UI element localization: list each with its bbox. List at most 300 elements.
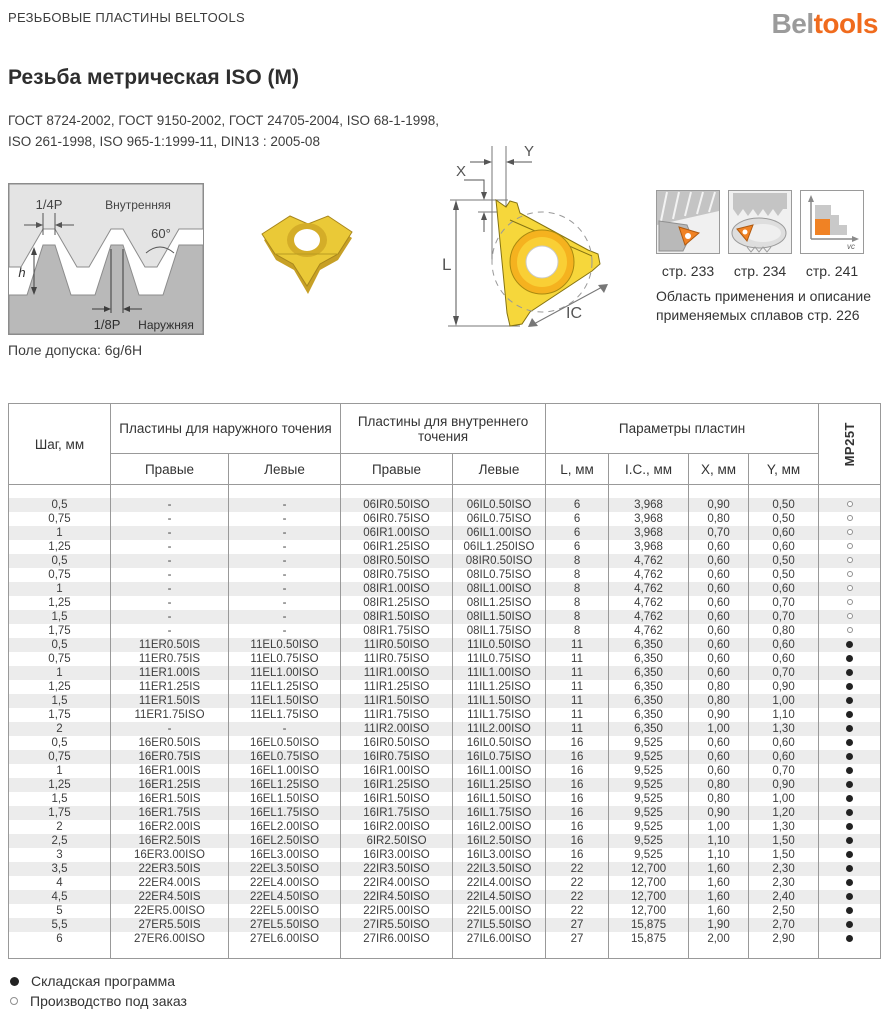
availability-cell — [819, 610, 881, 624]
internal-threading-icon — [728, 190, 792, 254]
col-group-internal-turning: Пластины для внутреннего точения — [341, 404, 546, 454]
table-cell: 0,60 — [689, 596, 749, 610]
table-cell: 11IR0.75ISO — [341, 652, 453, 666]
table-row — [9, 876, 881, 890]
table-cell: 2,5 — [9, 834, 111, 848]
table-cell: 15,875 — [609, 932, 689, 946]
table-cell: 8 — [546, 554, 609, 568]
table-cell: 1,30 — [749, 820, 819, 834]
table-cell: 4,762 — [609, 624, 689, 638]
availability-cell — [819, 638, 881, 652]
table-cell: 1,00 — [689, 820, 749, 834]
table-cell: 0,60 — [749, 540, 819, 554]
availability-cell — [819, 806, 881, 820]
table-cell: 1 — [9, 582, 111, 596]
table-cell: 1,25 — [9, 596, 111, 610]
legend-order-row — [10, 991, 187, 1011]
table-cell: 11 — [546, 638, 609, 652]
table-cell: - — [111, 512, 229, 526]
table-cell — [609, 946, 689, 959]
made-to-order-dot — [847, 557, 853, 563]
col-header-right-hand-internal: Правые — [341, 454, 453, 485]
table-cell: 11IL1.50ISO — [453, 694, 546, 708]
table-cell: 8 — [546, 624, 609, 638]
table-cell: 1,90 — [689, 918, 749, 932]
table-cell: 9,525 — [609, 736, 689, 750]
availability-cell — [819, 526, 881, 540]
table-cell: 1,10 — [689, 834, 749, 848]
table-cell: - — [229, 568, 341, 582]
table-cell: 2,00 — [689, 932, 749, 946]
col-header-y-mm: Y, мм — [749, 454, 819, 485]
made-to-order-dot — [847, 585, 853, 591]
in-stock-dot — [846, 669, 853, 676]
table-cell: - — [111, 526, 229, 540]
in-stock-dot — [846, 907, 853, 914]
availability-cell — [819, 694, 881, 708]
in-stock-dot — [846, 781, 853, 788]
standards-line: ГОСТ 8724-2002, ГОСТ 9150-2002, ГОСТ 24705-2004, ISO 68-1-1998, — [8, 113, 440, 128]
table-cell: - — [229, 582, 341, 596]
table-cell: 0,50 — [749, 568, 819, 582]
table-cell: 5 — [9, 904, 111, 918]
table-cell: 22IR5.00ISO — [341, 904, 453, 918]
table-cell: 4 — [9, 876, 111, 890]
table-cell: - — [111, 554, 229, 568]
table-cell: 16ER1.00IS — [111, 764, 229, 778]
external-threading-icon — [656, 190, 720, 254]
in-stock-dot — [846, 683, 853, 690]
table-cell: 11EL1.50ISO — [229, 694, 341, 708]
table-cell: 11IR1.25ISO — [341, 680, 453, 694]
table-cell: 11IR2.00ISO — [341, 722, 453, 736]
table-cell: - — [229, 610, 341, 624]
table-cell: 06IL0.75ISO — [453, 512, 546, 526]
standards-line: ISO 261-1998, ISO 965-1:1999-11, DIN13 : 2005-08 — [8, 134, 320, 149]
availability-cell — [819, 540, 881, 554]
col-group-parameters: Параметры пластин — [546, 404, 819, 454]
table-cell — [453, 946, 546, 959]
table-cell: 11EL0.50ISO — [229, 638, 341, 652]
table-cell: 0,70 — [749, 764, 819, 778]
legend-order-label: Производство под заказ — [30, 993, 187, 1009]
table-cell: 22 — [546, 904, 609, 918]
table-row — [9, 890, 881, 904]
table-cell: 27ER5.50IS — [111, 918, 229, 932]
table-cell: 22 — [546, 876, 609, 890]
col-header-left-hand-internal: Левые — [453, 454, 546, 485]
table-cell: - — [111, 568, 229, 582]
availability-cell — [819, 918, 881, 932]
thread-profile-diagram — [8, 183, 204, 335]
col-header-left-hand-external: Левые — [229, 454, 341, 485]
table-cell: 11IL1.75ISO — [453, 708, 546, 722]
table-cell: 6,350 — [609, 638, 689, 652]
table-cell: 08IR0.50ISO — [341, 554, 453, 568]
table-cell: 22EL4.50ISO — [229, 890, 341, 904]
table-cell: 4,762 — [609, 568, 689, 582]
table-cell: 16EL1.75ISO — [229, 806, 341, 820]
table-cell: 1,00 — [689, 722, 749, 736]
reference-external-turning — [656, 190, 720, 279]
table-cell: 16IR2.00ISO — [341, 820, 453, 834]
legend-stock-label: Складская программа — [31, 973, 176, 989]
table-cell: 0,90 — [689, 498, 749, 512]
table-cell: - — [229, 512, 341, 526]
table-cell: 16IL2.00ISO — [453, 820, 546, 834]
table-cell: 16 — [546, 778, 609, 792]
table-cell: 16 — [546, 848, 609, 862]
in-stock-dot — [846, 893, 853, 900]
in-stock-dot — [846, 739, 853, 746]
availability-cell — [819, 652, 881, 666]
spacer-row — [9, 485, 881, 498]
table-cell: 1,75 — [9, 708, 111, 722]
table-cell: 9,525 — [609, 820, 689, 834]
table-cell: 27 — [546, 918, 609, 932]
table-cell: 0,80 — [689, 680, 749, 694]
table-cell: 27 — [546, 932, 609, 946]
table-cell — [749, 946, 819, 959]
label-dim-x: X — [456, 163, 467, 180]
table-cell: 16IL3.00ISO — [453, 848, 546, 862]
table-cell: 0,60 — [689, 666, 749, 680]
table-row — [9, 582, 881, 596]
table-cell: 16IL0.50ISO — [453, 736, 546, 750]
table-cell: 11ER1.00IS — [111, 666, 229, 680]
table-cell: 0,5 — [9, 554, 111, 568]
table-cell: 0,5 — [9, 736, 111, 750]
table-cell: 8 — [546, 610, 609, 624]
table-cell: 22IL4.00ISO — [453, 876, 546, 890]
table-cell: 0,60 — [749, 750, 819, 764]
availability-cell — [819, 932, 881, 946]
col-header-grade-mp25t: MP25T — [819, 404, 881, 485]
table-cell: 16 — [546, 736, 609, 750]
table-cell: 16ER0.50IS — [111, 736, 229, 750]
made-to-order-dot — [847, 501, 853, 507]
table-cell: 1,10 — [689, 848, 749, 862]
made-to-order-dot — [10, 997, 18, 1005]
in-stock-dot — [846, 823, 853, 830]
label-dim-ic: IC — [566, 305, 582, 322]
table-cell: 11 — [546, 722, 609, 736]
table-cell — [546, 946, 609, 959]
table-cell: 22ER3.50IS — [111, 862, 229, 876]
table-cell: 08IR1.75ISO — [341, 624, 453, 638]
table-row — [9, 918, 881, 932]
table-cell — [229, 485, 341, 498]
availability-cell — [819, 666, 881, 680]
table-cell: 08IR0.75ISO — [341, 568, 453, 582]
grade-application-chart-icon — [800, 190, 864, 254]
availability-cell — [819, 485, 881, 498]
table-cell: - — [229, 540, 341, 554]
made-to-order-dot — [847, 529, 853, 535]
table-cell: 27IL5.50ISO — [453, 918, 546, 932]
reference-page-234: стр. 234 — [733, 263, 787, 279]
table-row — [9, 512, 881, 526]
table-cell: 2,30 — [749, 876, 819, 890]
table-cell: 1,75 — [9, 624, 111, 638]
table-cell: 0,60 — [689, 610, 749, 624]
table-cell: 12,700 — [609, 862, 689, 876]
label-external-thread: Наружняя — [138, 318, 194, 332]
application-note — [656, 287, 882, 325]
table-cell: 16IL1.75ISO — [453, 806, 546, 820]
availability-cell — [819, 582, 881, 596]
table-cell: 0,60 — [689, 652, 749, 666]
availability-cell — [819, 946, 881, 959]
availability-cell — [819, 498, 881, 512]
table-cell: 6 — [546, 512, 609, 526]
availability-cell — [819, 750, 881, 764]
table-cell: 3 — [9, 848, 111, 862]
table-cell: 0,80 — [689, 792, 749, 806]
label-eighth-pitch: 1/8P — [93, 317, 121, 332]
table-cell: 0,60 — [689, 638, 749, 652]
col-header-ic-mm: I.C., мм — [609, 454, 689, 485]
tolerance-note: Поле допуска: 6g/6H — [8, 342, 143, 358]
table-cell: 6 — [546, 540, 609, 554]
table-cell: 2,30 — [749, 862, 819, 876]
availability-cell — [819, 890, 881, 904]
availability-cell — [819, 722, 881, 736]
table-body — [9, 485, 881, 959]
table-cell: 11IL0.50ISO — [453, 638, 546, 652]
table-cell: 3,968 — [609, 512, 689, 526]
application-note-line: применяемых сплавов стр. 226 — [656, 307, 860, 323]
made-to-order-dot — [847, 543, 853, 549]
table-cell: - — [111, 624, 229, 638]
availability-cell — [819, 792, 881, 806]
table-cell: 16EL0.75ISO — [229, 750, 341, 764]
table-row — [9, 610, 881, 624]
table-cell: 16ER2.50IS — [111, 834, 229, 848]
table-row — [9, 904, 881, 918]
table-cell: 0,80 — [689, 512, 749, 526]
table-cell: 4,762 — [609, 596, 689, 610]
table-cell: 11IL0.75ISO — [453, 652, 546, 666]
table-cell: 0,70 — [749, 666, 819, 680]
table-cell: 1,60 — [689, 876, 749, 890]
table-cell: 0,80 — [689, 778, 749, 792]
table-cell: - — [111, 498, 229, 512]
table-cell: 11IR0.50ISO — [341, 638, 453, 652]
col-header-l-mm: L, мм — [546, 454, 609, 485]
table-cell: - — [111, 596, 229, 610]
table-cell: 06IL1.00ISO — [453, 526, 546, 540]
table-cell: 0,80 — [749, 624, 819, 638]
label-dim-y: Y — [524, 143, 535, 160]
table-row — [9, 680, 881, 694]
table-cell: 9,525 — [609, 764, 689, 778]
table-cell: 16EL2.50ISO — [229, 834, 341, 848]
references-block — [656, 190, 882, 325]
table-cell: 16EL2.00ISO — [229, 820, 341, 834]
table-cell: 08IR1.25ISO — [341, 596, 453, 610]
table-group-header-row — [9, 404, 881, 454]
table-cell: 08IL1.75ISO — [453, 624, 546, 638]
table-cell: 11IL1.00ISO — [453, 666, 546, 680]
table-cell: 16IR0.75ISO — [341, 750, 453, 764]
table-cell: 3,968 — [609, 540, 689, 554]
availability-cell — [819, 862, 881, 876]
in-stock-dot — [846, 697, 853, 704]
table-cell: 5,5 — [9, 918, 111, 932]
table-cell: 16ER0.75IS — [111, 750, 229, 764]
table-cell: 1,25 — [9, 778, 111, 792]
table-cell: 8 — [546, 596, 609, 610]
label-dim-l: L — [442, 255, 452, 274]
table-cell: 15,875 — [609, 918, 689, 932]
table-cell: 9,525 — [609, 848, 689, 862]
table-cell: 8 — [546, 582, 609, 596]
table-cell: - — [229, 722, 341, 736]
table-cell: 1,20 — [749, 806, 819, 820]
table-cell: 2,50 — [749, 904, 819, 918]
table-row — [9, 820, 881, 834]
reference-grade-chart — [800, 190, 864, 279]
reference-internal-turning — [728, 190, 792, 279]
table-cell: 11IL2.00ISO — [453, 722, 546, 736]
table-cell — [229, 946, 341, 959]
table-cell: 16ER1.75IS — [111, 806, 229, 820]
table-row — [9, 862, 881, 876]
table-cell — [9, 946, 111, 959]
table-cell: 0,90 — [749, 778, 819, 792]
table-cell — [546, 485, 609, 498]
table-cell: 16IR3.00ISO — [341, 848, 453, 862]
table-row — [9, 694, 881, 708]
table-cell — [111, 485, 229, 498]
table-cell: 2,70 — [749, 918, 819, 932]
table-cell: 1,5 — [9, 694, 111, 708]
spacer-row — [9, 946, 881, 959]
table-cell: 0,90 — [689, 708, 749, 722]
table-cell: - — [229, 624, 341, 638]
table-cell: 27ER6.00ISO — [111, 932, 229, 946]
brand-logo — [772, 8, 878, 40]
table-cell: 0,60 — [749, 652, 819, 666]
table-cell: 06IR1.25ISO — [341, 540, 453, 554]
table-cell: 1,00 — [749, 792, 819, 806]
table-cell: 0,75 — [9, 568, 111, 582]
in-stock-dot — [846, 837, 853, 844]
table-cell: 0,75 — [9, 512, 111, 526]
table-cell: 1,30 — [749, 722, 819, 736]
inserts-table — [8, 403, 881, 959]
table-cell: 27EL5.50ISO — [229, 918, 341, 932]
table-cell: 16ER1.25IS — [111, 778, 229, 792]
col-header-right-hand-external: Правые — [111, 454, 229, 485]
table-row — [9, 498, 881, 512]
reference-thumbnails — [656, 190, 882, 279]
availability-cell — [819, 778, 881, 792]
table-cell: 08IL1.50ISO — [453, 610, 546, 624]
table-cell: 0,60 — [749, 582, 819, 596]
table-cell: 0,60 — [689, 736, 749, 750]
table-cell: 0,60 — [689, 750, 749, 764]
table-cell: 1,50 — [749, 848, 819, 862]
in-stock-dot — [846, 753, 853, 760]
table-cell: 22ER5.00ISO — [111, 904, 229, 918]
col-header-x-mm: X, мм — [689, 454, 749, 485]
page-kicker: РЕЗЬБОВЫЕ ПЛАСТИНЫ BELTOOLS — [8, 10, 245, 25]
table-cell: 9,525 — [609, 750, 689, 764]
table-cell: 11ER1.75ISO — [111, 708, 229, 722]
table-cell: 2 — [9, 722, 111, 736]
table-cell: - — [111, 610, 229, 624]
table-cell: 3,5 — [9, 862, 111, 876]
in-stock-dot — [846, 641, 853, 648]
table-cell: 0,70 — [749, 610, 819, 624]
made-to-order-dot — [847, 627, 853, 633]
table-cell: - — [111, 582, 229, 596]
table-cell: 3,968 — [609, 498, 689, 512]
table-row — [9, 638, 881, 652]
table-cell: 11IL1.25ISO — [453, 680, 546, 694]
in-stock-dot — [846, 795, 853, 802]
availability-cell — [819, 708, 881, 722]
label-vc: vc — [847, 242, 855, 251]
table-cell: 16IL1.50ISO — [453, 792, 546, 806]
table-cell: 6 — [546, 526, 609, 540]
table-cell: 0,50 — [749, 498, 819, 512]
table-cell: 27IL6.00ISO — [453, 932, 546, 946]
table-cell: 6,350 — [609, 722, 689, 736]
application-note-line: Область применения и описание — [656, 288, 871, 304]
table-cell: 11 — [546, 652, 609, 666]
table-cell: 11EL1.00ISO — [229, 666, 341, 680]
table-cell: 0,60 — [749, 736, 819, 750]
table-cell: 16EL1.25ISO — [229, 778, 341, 792]
table-cell: 16 — [546, 834, 609, 848]
table-cell: 11ER1.25IS — [111, 680, 229, 694]
table-cell: 22IL3.50ISO — [453, 862, 546, 876]
table-cell: 22EL3.50ISO — [229, 862, 341, 876]
table-cell: 11ER1.50IS — [111, 694, 229, 708]
table-cell: 16IR0.50ISO — [341, 736, 453, 750]
table-cell: 4,762 — [609, 610, 689, 624]
table-cell: 16 — [546, 750, 609, 764]
table-cell: 6,350 — [609, 708, 689, 722]
table-cell: 9,525 — [609, 806, 689, 820]
table-row — [9, 778, 881, 792]
insert-photo — [246, 196, 368, 304]
legend-stock-row — [10, 971, 187, 991]
table-row — [9, 764, 881, 778]
table-cell: 16EL1.00ISO — [229, 764, 341, 778]
table-cell: 0,60 — [689, 624, 749, 638]
table-cell: 1,5 — [9, 610, 111, 624]
in-stock-dot — [846, 921, 853, 928]
table-cell: 6,350 — [609, 652, 689, 666]
table-cell: 0,60 — [689, 568, 749, 582]
availability-cell — [819, 904, 881, 918]
table-cell: 11 — [546, 666, 609, 680]
table-cell: 11ER0.75IS — [111, 652, 229, 666]
table-cell: - — [111, 540, 229, 554]
table-cell: 06IR0.50ISO — [341, 498, 453, 512]
availability-cell — [819, 736, 881, 750]
table-cell: 08IL1.25ISO — [453, 596, 546, 610]
table-cell: 16EL3.00ISO — [229, 848, 341, 862]
table-cell: 9,525 — [609, 778, 689, 792]
table-row — [9, 554, 881, 568]
table-cell: 11EL1.75ISO — [229, 708, 341, 722]
page-title: Резьба метрическая ISO (M) — [8, 66, 299, 89]
